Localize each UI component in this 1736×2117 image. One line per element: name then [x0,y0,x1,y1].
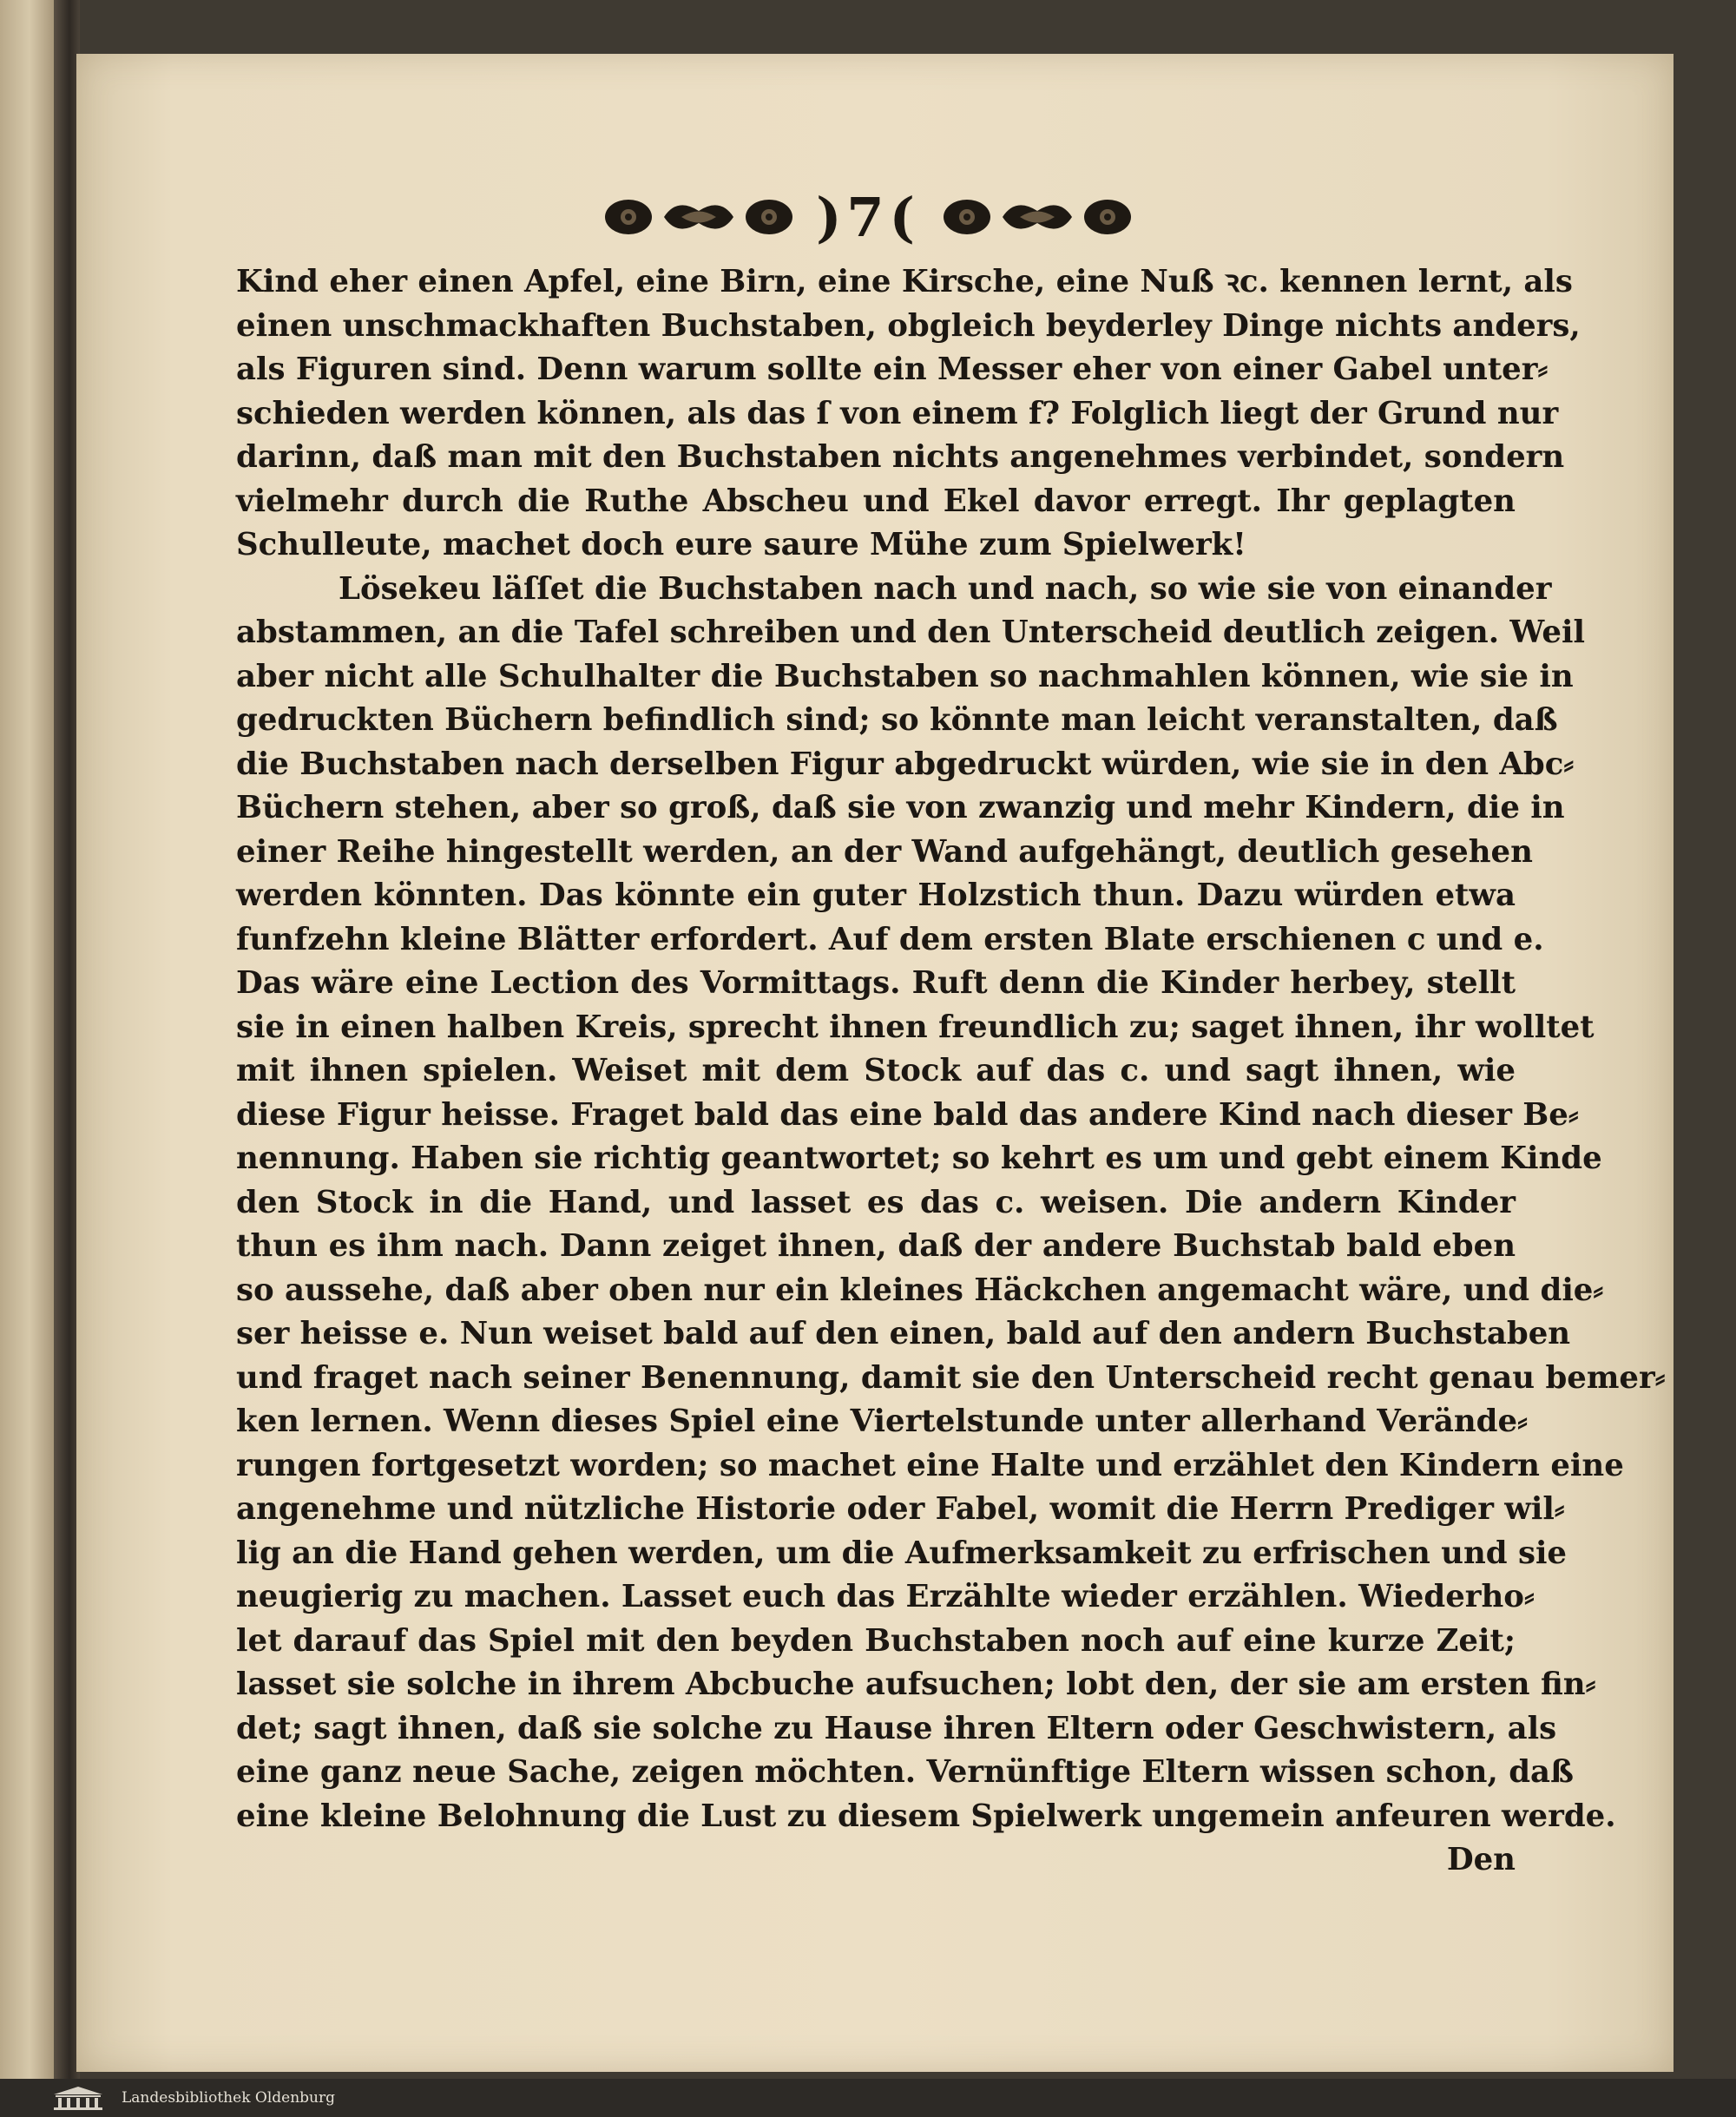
text-line: thun es ihm nach. Dann zeiget ihnen, daß der andere Buchstab bald eben [236,1228,1516,1264]
text-line: den Stock in die Hand, und lasset es das c. weisen. Die andern Kinder [236,1184,1516,1220]
text-line: ser heisse e. Nun weiset bald auf den einen, bald auf den andern Buchstaben [236,1316,1571,1351]
text-line: einen unschmackhaften Buchstaben, obgleich beyderley Dinge nichts anders, [236,307,1581,344]
text-line: einer Reihe hingestellt werden, an der Wand aufgehängt, deutlich gesehen [236,833,1533,870]
text-line: eine kleine Belohnung die Lust zu diesem Spielwerk ungemein anfeuren werde. [236,1798,1616,1834]
text-line: abstammen, an die Tafel schreiben und den Unterscheid deutlich zeigen. Weil [236,615,1585,650]
text-line: Das wäre eine Lection des Vormittags. Ruft denn die Kinder herbey, stellt [236,965,1516,1001]
text-line: nennung. Haben sie richtig geantwortet; so kehrt es um und gebt einem Kinde [236,1141,1602,1176]
facing-page-edge [0,0,54,2079]
text-line: Lösekeu läſſet die Buchstaben nach und nach, so wie sie von einander [339,570,1552,607]
text-line: eine ganz neue Sache, zeigen möchten. Vernünftige Eltern wissen schon, daß [236,1754,1575,1790]
text-line: sie in einen halben Kreis, sprecht ihnen freundlich zu; saget ihnen, ihr wolltet [236,1009,1595,1045]
text-line: diese Figur heisse. Fraget bald das eine bald das andere Kind nach dieser Be⸗ [236,1096,1579,1133]
catchword: Den [1446,1842,1516,1877]
text-line: und fraget nach seiner Benennung, damit sie den Unterscheid recht genau bemer⸗ [236,1359,1666,1396]
text-line: det; sagt ihnen, daß sie solche zu Hause ihren Eltern oder Geschwistern, als [236,1710,1557,1746]
text-line: let darauf das Spiel mit den beyden Buchstaben noch auf eine kurze Zeit; [236,1622,1516,1659]
text-line: neugierig zu machen. Lasset euch das Erzählte wieder erzählen. Wiederho⸗ [236,1579,1535,1614]
text-line: angenehme und nützliche Historie oder Fabel, womit die Herrn Prediger wil⸗ [236,1491,1565,1527]
text-line: mit ihnen spielen. Weiset mit dem Stock auf das c. und sagt ihnen, wie [236,1053,1516,1088]
text-line: rungen fortgesetzt worden; so machet eine Halte und erzählet den Kindern eine [236,1447,1624,1483]
right-ornament-icon [941,195,1134,239]
text-line: lasset sie solche in ihrem Abcbuche aufsuchen; lobt den, der sie am ersten fin⸗ [236,1667,1596,1702]
text-line: Kind eher einen Apfel, eine Birn, eine Kirsche, eine Nuß ꝛc. kennen lernt, als [236,264,1573,299]
text-line: die Buchstaben nach derselben Figur abgedruckt würden, wie sie in den Abc⸗ [236,746,1575,782]
text-line: lig an die Hand gehen werden, um die Aufmerksamkeit zu erfrischen und sie [236,1535,1568,1571]
library-name[interactable]: Landesbibliothek Oldenburg [122,2089,336,2107]
left-ornament-icon [602,195,795,239]
text-line: funfzehn kleine Blätter erfordert. Auf dem ersten Blate erschienen c und e. [236,921,1544,957]
text-line: schieden werden können, als das ſ von einem f? Folglich liegt der Grund nur [236,395,1559,431]
text-line: darinn, daß man mit den Buchstaben nichts angenehmes verbindet, sondern [236,439,1565,475]
text-line: Schulleute, machet doch eure saure Mühe zum Spielwerk! [236,527,1246,562]
library-building-icon [50,2083,109,2113]
text-line: als Figuren sind. Denn warum sollte ein Messer eher von einer Gabel unter⸗ [236,352,1549,387]
text-line: werden könnten. Das könnte ein guter Holzstich thun. Dazu würden etwa [236,878,1516,913]
text-line: so aussehe, daß aber oben nur ein kleines Häckchen angemacht wäre, und die⸗ [236,1272,1604,1308]
body-text [236,260,1666,1883]
page-header [573,182,1163,252]
text-line: aber nicht alle Schulhalter die Buchstaben so nachmahlen können, wie sie in [236,658,1574,694]
text-line: vielmehr durch die Ruthe Abscheu und Ekel davor erregt. Ihr geplagten [236,483,1516,519]
library-footer [0,2079,1736,2117]
text-line: ken lernen. Wenn dieses Spiel eine Viertelstunde unter allerhand Verände⸗ [236,1404,1528,1439]
text-line: gedruckten Büchern befindlich sind; so könnte man leicht veranstalten, daß [236,702,1558,738]
page-number: )7( [816,185,920,249]
text-line: Büchern stehen, aber so groß, daß sie von zwanzig und mehr Kindern, die in [236,790,1565,825]
